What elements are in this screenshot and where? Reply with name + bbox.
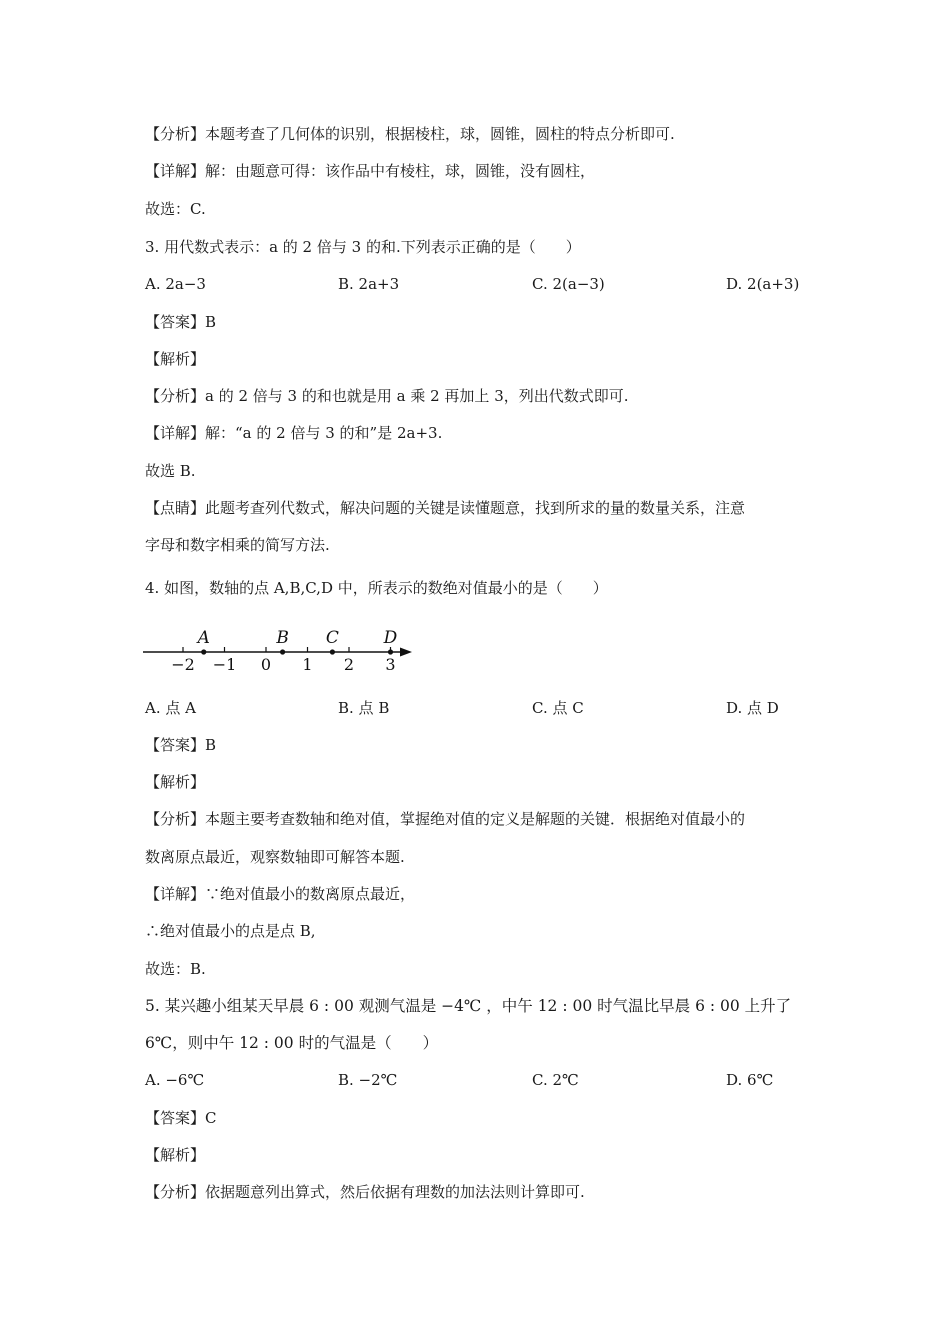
point-c: [330, 649, 335, 654]
point-d: [388, 649, 393, 654]
options-q5: [145, 1069, 825, 1091]
solution-heading-q3: 【解析】: [145, 350, 206, 368]
analysis-q2: 【分析】本题考查了几何体的识别，根据棱柱，球，圆锥，圆柱的特点分析即可.: [145, 125, 675, 143]
detail-q4-1: 【详解】∵绝对值最小的数离原点最近，: [145, 885, 416, 903]
detail-q2: 【详解】解：由题意可得：该作品中有棱柱，球，圆锥，没有圆柱，: [145, 162, 596, 180]
point-a: [201, 649, 206, 654]
tick-label: 0: [260, 655, 272, 674]
point-b: [280, 649, 285, 654]
analysis-q4-2: 数离原点最近，观察数轴即可解答本题.: [145, 848, 405, 866]
analysis-q5: 【分析】依据题意列出算式，然后依据有理数的加法法则计算即可.: [145, 1183, 585, 1201]
tick-label: 3: [385, 655, 396, 674]
option-b: B. −2℃: [338, 1071, 398, 1089]
option-d: D. 2(a+3): [726, 275, 800, 293]
point-label-a: A: [197, 628, 210, 648]
detail-q3: 【详解】解：“a 的 2 倍与 3 的和”是 2a+3.: [145, 424, 443, 442]
choice-q2: 故选：C.: [145, 200, 206, 218]
option-c: C. 2℃: [532, 1071, 579, 1089]
number-line-figure: [140, 618, 430, 680]
choice-q3: 故选 B.: [145, 462, 196, 480]
tick-label: −2: [171, 655, 195, 674]
answer-q4: 【答案】B: [145, 736, 217, 754]
point-label-d: D: [383, 628, 398, 648]
option-a: A. −6℃: [145, 1071, 205, 1089]
detail-q4-2: ∴绝对值最小的点是点 B,: [145, 922, 316, 940]
question-4: 4. 如图，数轴的点 A,B,C,D 中，所表示的数绝对值最小的是（ ）: [145, 579, 608, 597]
axis-arrow: [400, 648, 412, 657]
option-d: D. 点 D: [726, 699, 779, 717]
question-5-line-1: 5. 某兴趣小组某天早晨 6 : 00 观测气温是 −4℃ ，中午 12 : 00 时气温比早晨 6 : 00 上升了: [145, 997, 792, 1015]
question-3: 3. 用代数式表示：a 的 2 倍与 3 的和.下列表示正确的是（ ）: [145, 238, 581, 256]
option-d: D. 6℃: [726, 1071, 774, 1089]
tick-label: −1: [212, 655, 237, 674]
remark-q3-1: 【点睛】此题考查列代数式，解决问题的关键是读懂题意，找到所求的量的数量关系，注意: [145, 499, 746, 517]
tick-label: 2: [343, 655, 355, 674]
point-label-c: C: [325, 628, 339, 648]
option-c: C. 2(a−3): [532, 275, 605, 293]
answer-q3: 【答案】B: [145, 313, 217, 331]
analysis-q4-1: 【分析】本题主要考查数轴和绝对值，掌握绝对值的定义是解题的关键．根据绝对值最小的: [145, 810, 746, 828]
options-q3: [145, 273, 825, 295]
option-a: A. 点 A: [145, 699, 196, 717]
question-5-line-2: 6℃，则中午 12 : 00 时的气温是（ ）: [145, 1034, 439, 1052]
choice-q4: 故选：B.: [145, 960, 206, 978]
solution-heading-q5: 【解析】: [145, 1146, 206, 1164]
remark-q3-2: 字母和数字相乘的简写方法.: [145, 536, 330, 554]
option-b: B. 2a+3: [338, 275, 400, 293]
option-a: A. 2a−3: [145, 275, 206, 293]
analysis-q3: 【分析】a 的 2 倍与 3 的和也就是用 a 乘 2 再加上 3，列出代数式即可.: [145, 387, 629, 405]
solution-heading-q4: 【解析】: [145, 773, 206, 791]
answer-q5: 【答案】C: [145, 1109, 217, 1127]
options-q4: [145, 697, 825, 719]
point-label-b: B: [276, 628, 289, 648]
option-b: B. 点 B: [338, 699, 390, 717]
tick-label: 1: [302, 655, 313, 674]
option-c: C. 点 C: [532, 699, 584, 717]
